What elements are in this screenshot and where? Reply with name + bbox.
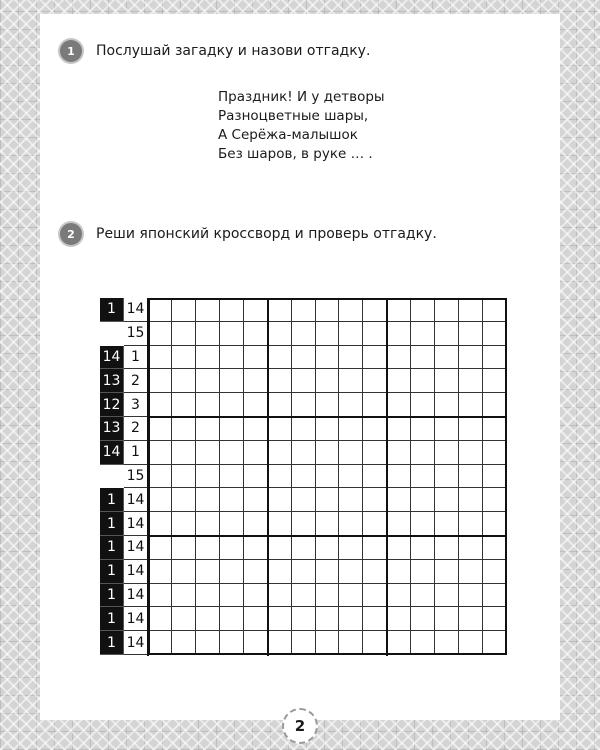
task-2 <box>60 223 437 245</box>
row-clue-light: 1 <box>124 346 148 370</box>
row-clue-dark: 1 <box>100 631 124 655</box>
task-2-instruction: Реши японский кроссворд и проверь отгадку. <box>96 226 437 242</box>
row-clue-dark: 14 <box>100 346 124 370</box>
riddle-poem <box>218 88 385 164</box>
row-clue-light: 15 <box>124 465 148 489</box>
task-1-number-badge: 1 <box>60 40 82 62</box>
row-clue-dark: 1 <box>100 536 124 560</box>
row-clue-light: 14 <box>124 631 148 655</box>
task-1-instruction: Послушай загадку и назови отгадку. <box>96 43 371 59</box>
row-clue-light: 14 <box>124 560 148 584</box>
riddle-line: Праздник! И у детворы <box>218 89 385 105</box>
row-clue-dark: 1 <box>100 584 124 608</box>
row-clue-light: 14 <box>124 607 148 631</box>
grid-outer-border <box>148 298 507 655</box>
row-clue-dark: 13 <box>100 369 124 393</box>
task-2-number-badge: 2 <box>60 223 82 245</box>
row-clue-light: 14 <box>124 488 148 512</box>
row-clue-dark: 14 <box>100 441 124 465</box>
riddle-line: Без шаров, в руке … . <box>218 146 373 162</box>
row-clue-light: 1 <box>124 441 148 465</box>
row-clue-dark: 12 <box>100 393 124 417</box>
row-clue-light: 14 <box>124 584 148 608</box>
row-clue-light: 14 <box>124 512 148 536</box>
row-clue-dark: 13 <box>100 417 124 441</box>
riddle-line: Разноцветные шары, <box>218 108 369 124</box>
row-clue-dark: 1 <box>100 512 124 536</box>
page-number: 2 <box>282 708 318 744</box>
riddle-line: А Серёжа-малышок <box>218 127 358 143</box>
row-clue-dark: 1 <box>100 298 124 322</box>
row-clue-dark: 1 <box>100 607 124 631</box>
row-clue-light: 2 <box>124 369 148 393</box>
row-clue-light: 2 <box>124 417 148 441</box>
nonogram-grid <box>100 298 507 656</box>
task-1 <box>60 40 370 62</box>
row-clue-light: 15 <box>124 322 148 346</box>
row-clue-dark: 1 <box>100 560 124 584</box>
row-clue-light: 3 <box>124 393 148 417</box>
row-clue-light: 14 <box>124 298 148 322</box>
row-clue-light: 14 <box>124 536 148 560</box>
row-clue-dark: 1 <box>100 488 124 512</box>
